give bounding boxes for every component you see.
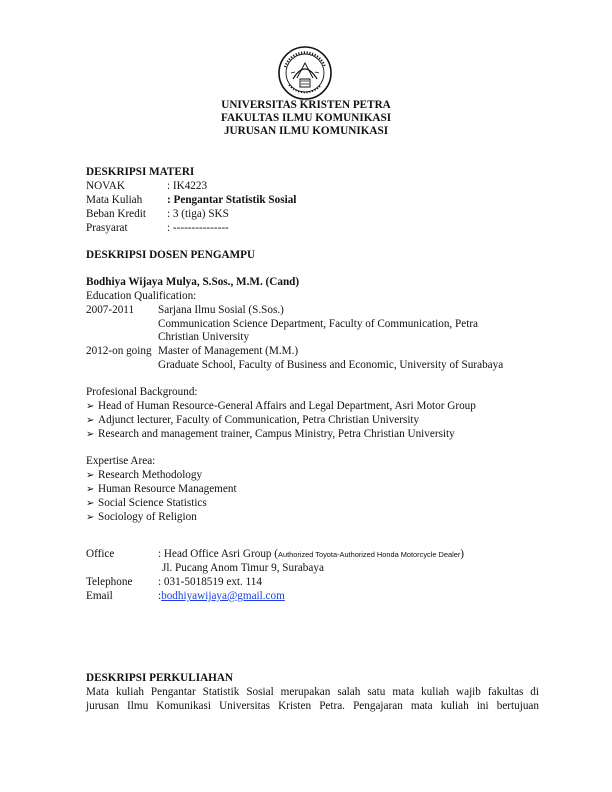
- background-heading: Profesional Background:: [86, 386, 198, 398]
- course-label-credits: Beban Kredit: [86, 208, 146, 220]
- education-institution-cont: Christian University: [158, 331, 250, 343]
- expertise-item-text: Social Science Statistics: [98, 497, 207, 509]
- education-degree: Master of Management (M.M.): [158, 345, 299, 357]
- lecture-heading: DESKRIPSI PERKULIAHAN: [86, 672, 234, 684]
- education-institution: Communication Science Department, Faculty of Communication, Petra: [158, 318, 479, 330]
- background-item-text: Research and management trainer, Campus Ministry, Petra Christian University: [98, 428, 455, 440]
- email-label: Email: [86, 590, 113, 602]
- arrow-bullet-icon: ➢: [86, 415, 95, 426]
- course-heading: DESKRIPSI MATERI: [86, 166, 195, 178]
- background-item-text: Adjunct lecturer, Faculty of Communication, Petra Christian University: [98, 414, 420, 426]
- education-years: 2007-2011: [86, 304, 135, 316]
- arrow-bullet-icon: ➢: [86, 470, 95, 481]
- lecturer-name: Bodhiya Wijaya Mulya, S.Sos., M.M. (Cand): [86, 276, 300, 288]
- office-address: Jl. Pucang Anom Timur 9, Surabaya: [162, 562, 324, 574]
- lecture-paragraph-line: Mata kuliah Pengantar Statistik Sosial merupakan salah satu mata kuliah wajib fakultas di: [86, 686, 539, 698]
- university-seal-logo: [277, 45, 333, 101]
- arrow-bullet-icon: ➢: [86, 512, 95, 523]
- office-note: Authorized Toyota-Authorized Honda Motorcycle Dealer: [278, 550, 461, 559]
- education-years: 2012-on going: [86, 345, 152, 357]
- expertise-item: [86, 483, 237, 496]
- office-value: [158, 548, 464, 561]
- education-heading: Education Qualification:: [86, 290, 197, 302]
- lecture-paragraph-line: jurusan Ilmu Komunikasi Universitas Kristen Petra. Pengajaran mata kuliah ini bertujuan: [86, 700, 539, 712]
- education-degree: Sarjana Ilmu Sosial (S.Sos.): [158, 304, 284, 316]
- expertise-item-text: Sociology of Religion: [98, 511, 197, 523]
- education-institution: Graduate School, Faculty of Business and Economic, University of Surabaya: [158, 359, 504, 371]
- background-item: [86, 400, 476, 413]
- course-value-subject: : Pengantar Statistik Sosial: [167, 194, 297, 206]
- office-close: ): [460, 548, 465, 560]
- faculty-name: FAKULTAS ILMU KOMUNIKASI: [220, 112, 392, 124]
- email-row: [158, 590, 285, 603]
- university-name: UNIVERSITAS KRISTEN PETRA: [221, 99, 391, 111]
- background-item: [86, 414, 419, 427]
- background-item: [86, 428, 455, 441]
- course-label-subject: Mata Kuliah: [86, 194, 143, 206]
- phone-value: : 031-5018519 ext. 114: [158, 576, 262, 588]
- arrow-bullet-icon: ➢: [86, 401, 95, 412]
- arrow-bullet-icon: ➢: [86, 498, 95, 509]
- expertise-item: [86, 497, 207, 510]
- course-value-credits: : 3 (tiga) SKS: [167, 208, 229, 220]
- background-item-text: Head of Human Resource-General Affairs and Legal Department, Asri Motor Group: [98, 400, 476, 412]
- department-name: JURUSAN ILMU KOMUNIKASI: [223, 125, 389, 137]
- arrow-bullet-icon: ➢: [86, 429, 95, 440]
- lecturer-heading: DESKRIPSI DOSEN PENGAMPU: [86, 249, 256, 261]
- office-name: : Head Office Asri Group (: [158, 548, 279, 560]
- office-label: Office: [86, 548, 115, 560]
- expertise-item: [86, 511, 197, 524]
- expertise-item: [86, 469, 202, 482]
- course-value-novak: : IK4223: [167, 180, 208, 192]
- expertise-heading: Expertise Area:: [86, 455, 156, 467]
- course-label-novak: NOVAK: [86, 180, 125, 192]
- course-value-prerequisite: : ---------------: [167, 222, 229, 234]
- course-label-prerequisite: Prasyarat: [86, 222, 128, 234]
- email-link[interactable]: bodhiyawijaya@gmail.com: [161, 590, 285, 602]
- arrow-bullet-icon: ➢: [86, 484, 95, 495]
- phone-label: Telephone: [86, 576, 133, 588]
- email-colon: :: [158, 590, 162, 602]
- expertise-item-text: Human Resource Management: [98, 483, 237, 495]
- expertise-item-text: Research Methodology: [98, 469, 203, 481]
